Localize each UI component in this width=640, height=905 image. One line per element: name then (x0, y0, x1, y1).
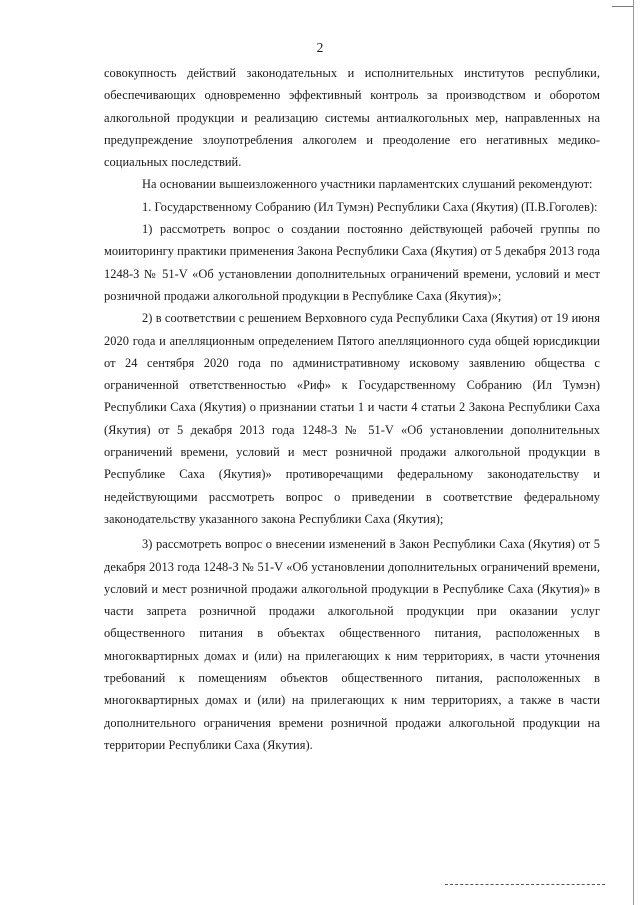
scan-edge-line-right (633, 0, 634, 905)
scan-edge-mark-bottom (445, 884, 605, 886)
scan-edge-mark-top (612, 6, 634, 7)
paragraph-item-1: 1. Государственному Собранию (Ил Тумэн) Республики Саха (Якутия) (П.В.Гоголев): (142, 199, 598, 214)
page-number: 2 (316, 40, 324, 55)
paragraph-item-1-2: 2) в соответствии с решением Верховного суда Республики Саха (Якутия) от 19 июня 2020 года и апелляционным определением Пятого апелляционного суда общей юрисдикции от 24 сентября 2020 года по административному исковому заявлению общества с ограниченной ответственностью «Риф» к Государственному Собранию (Ил Тумэн) Республики Саха (Якутия) о признании статьи 1 и части 4 статьи 2 Закона Республики Саха (Якутия) от 5 декабря 2013 года 1248-З № 51-V «Об установлении дополнительных ограничений времени, условий и мест розничной продажи алкогольной продукции в Республике Саха (Якутия)» противоречащими федеральному законодательству и недействующими рассмотреть вопрос о приведении в соответствие федеральному законодательству указанного закона Республики Саха (Якутия); (104, 311, 600, 526)
paragraph-item-1-3: 3) рассмотреть вопрос о внесении изменений в Закон Республики Саха (Якутия) от 5 декабря 2013 года 1248-З № 51-V «Об установлении дополнительных ограничений времени, условий и мест розничной продажи алкогольной продукции в Республике Саха (Якутия)» в части запрета розничной продажи алкогольной продукции при оказании услуг общественного питания в объектах общественного питания, расположенных в многоквартирных домах и (или) на прилегающих к ним территориях, в части уточнения требований к помещениям объектов общественного питания, расположенных в многоквартирных домах и (или) на прилегающих к ним территориях, а также в части дополнительного ограничения времени розничной продажи алкогольной продукции на территории Республики Саха (Якутия). (104, 537, 600, 752)
paragraph-continuation: совокупность действий законодательных и исполнительных институтов республики, обеспечивающих одновременно эффективный контроль за производством и оборотом алкогольной продукции и реализацию системы антиалкогольных мер, направленных на предупреждение злоупотребления алкоголем и преодоление его негативных медико-социальных последствий. (104, 66, 600, 170)
document-body (104, 62, 600, 756)
paragraph-item-1-1: 1) рассмотреть вопрос о создании постоянно действующей рабочей группы по моииторингу практики применения Закона Республики Саха (Якутия) от 5 декабря 2013 года 1248-З № 51-V «Об установлении дополнительных ограничений времени, условий и мест розничной продажи алкогольной продукции в Республике Саха (Якутия)»; (104, 222, 600, 303)
paragraph-recommend: На основании вышеизложенного участники парламентских слушаний рекомендуют: (142, 177, 593, 192)
